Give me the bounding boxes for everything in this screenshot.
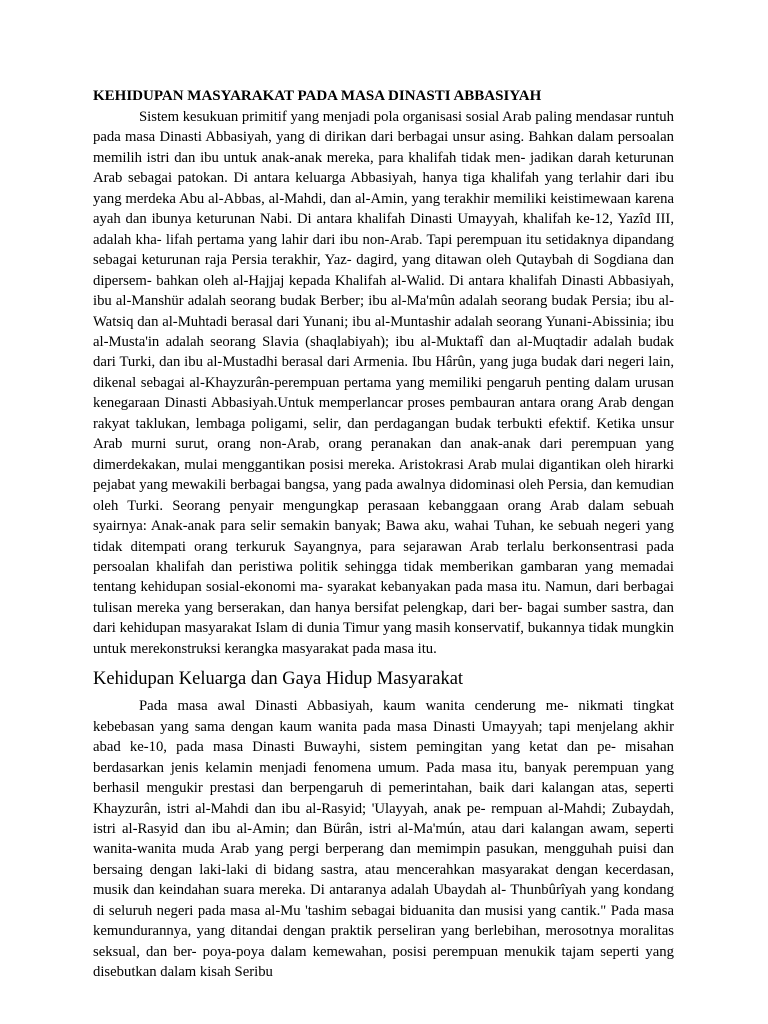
body-paragraph-2: Pada masa awal Dinasti Abbasiyah, kaum wanita cenderung me- nikmati tingkat kebebasan yang sama dengan kaum wanita pada masa Dinasti Umayyah; tapi menjelang akhir abad ke-10, pada masa Dinasti Buwayhi, sistem pemingitan yang ketat dan pe- misahan berdasarkan jenis kelamin menjadi fenomena umum. Pada masa itu, banyak perempuan yang berhasil mengukir prestasi dan berpengaruh di pemerintahan, baik dari kalangan atas, seperti Khayzurân, istri al-Mahdi dan ibu al-Rasyid; 'Ulayyah, anak pe- rempuan al-Mahdi; Zubaydah, istri al-Rasyid dan ibu al-Amin; dan Bürân, istri al-Ma'mún, atau dari kalangan awam, seperti wanita-wanita muda Arab yang pergi berperang dan memimpin pasukan, mengguhah puisi dan bersaing dengan laki-laki di bidang sastra, atau mencerahkan masyarakat dengan kecerdasan, musik dan keindahan suara mereka. Di antaranya adalah Ubaydah al- Thunbûrîyah yang kondang di seluruh negeri pada masa al-Mu 'tashim sebagai biduanita dan musisi yang cantik." Pada masa kemundurannya, yang ditandai dengan praktik perseliran yang berlebihan, merosotnya moralitas seksual, dan ber- poya-poya dalam kemewahan, posisi perempuan menukik tajam seperti yang disebutkan dalam kisah Seribu [93, 698, 674, 981]
body-paragraph-1: Sistem kesukuan primitif yang menjadi pola organisasi sosial Arab paling mendasar runtuh pada masa Dinasti Abbasiyah, yang di dirikan dari berbagai unsur asing. Bahkan dalam persoalan memilih istri dan ibu untuk anak-anak mereka, para khalifah tidak men- jadikan darah keturunan Arab sebagai patokan. Di antara keluarga Abbasiyah, hanya tiga khalifah yang terlahir dari ibu yang merdeka Abu al-Abbas, al-Mahdi, dan al-Amin, yang terakhir memiliki keistimewaan karena ayah dan ibunya keturunan Nabi. Di antara khalifah Dinasti Umayyah, khalifah ke-12, Yazîd III, adalah kha- lifah pertama yang lahir dari ibu non-Arab. Tapi perempuan itu setidaknya dipandang sebagai keturunan raja Persia terakhir, Yaz- dagird, yang ditawan oleh Qutaybah di Sogdiana dan dipersem- bahkan oleh al-Hajjaj kepada Khalifah al-Walid. Di antara khalifah Dinasti Abbasiyah, ibu al-Manshür adalah seorang budak Berber; ibu al-Ma'mûn adalah seorang budak Persia; ibu al-Watsiq dan al-Muhtadi berasal dari Yunani; ibu al-Muntashir adalah seorang Yunani-Abissinia; ibu al-Musta'in adalah seorang Slavia (shaqlabiyah); ibu al-Muktafî dan al-Muqtadir adalah budak dari Turki, dan ibu al-Mustadhi berasal dari Armenia. Ibu Hârûn, yang juga budak dari negeri lain, dikenal sebagai al-Khayzurân-perempuan pertama yang memiliki pengaruh penting dalam urusan kenegaraan Dinasti Abbasiyah.Untuk memperlancar proses pembauran antara orang Arab dengan rakyat taklukan, lembaga poligami, selir, dan perdagangan budak terbukti efektif. Ketika unsur Arab murni surut, orang non-Arab, orang peranakan dan anak-anak dari perempuan yang dimerdekakan, mulai menggantikan posisi mereka. Aristokrasi Arab mulai digantikan oleh hirarki pejabat yang mewakili berbagai bangsa, yang pada awalnya didominasi oleh Persia, dan kemudian oleh Turki. Seorang penyair mengungkap perasaan kebanggaan orang Arab dalam sebuah syairnya: Anak-anak para selir semakin banyak; Bawa aku, wahai Tuhan, ke sebuah negeri yang tidak ditempati orang terkuruk Sayangnya, para sejarawan Arab terlalu berkonsentrasi pada persoalan khalifah dan peristiwa politik sehingga tidak memberikan gambaran yang memadai tentang kehidupan sosial-ekonomi ma- syarakat kebanyakan pada masa itu. Namun, dari berbagai tulisan mereka yang berserakan, dan hanya bersifat pelengkap, dari ber- bagai sumber sastra, dan dari kehidupan masyarakat Islam di dunia Timur yang masih konservatif, bukannya tidak mungkin untuk merekonstruksi kerangka masyarakat pada masa itu. [93, 109, 674, 657]
document-title: KEHIDUPAN MASYARAKAT PADA MASA DINASTI ABBASIYAH [93, 88, 542, 104]
section-heading: Kehidupan Keluarga dan Gaya Hidup Masyarakat [93, 669, 464, 690]
document-page [93, 86, 674, 983]
